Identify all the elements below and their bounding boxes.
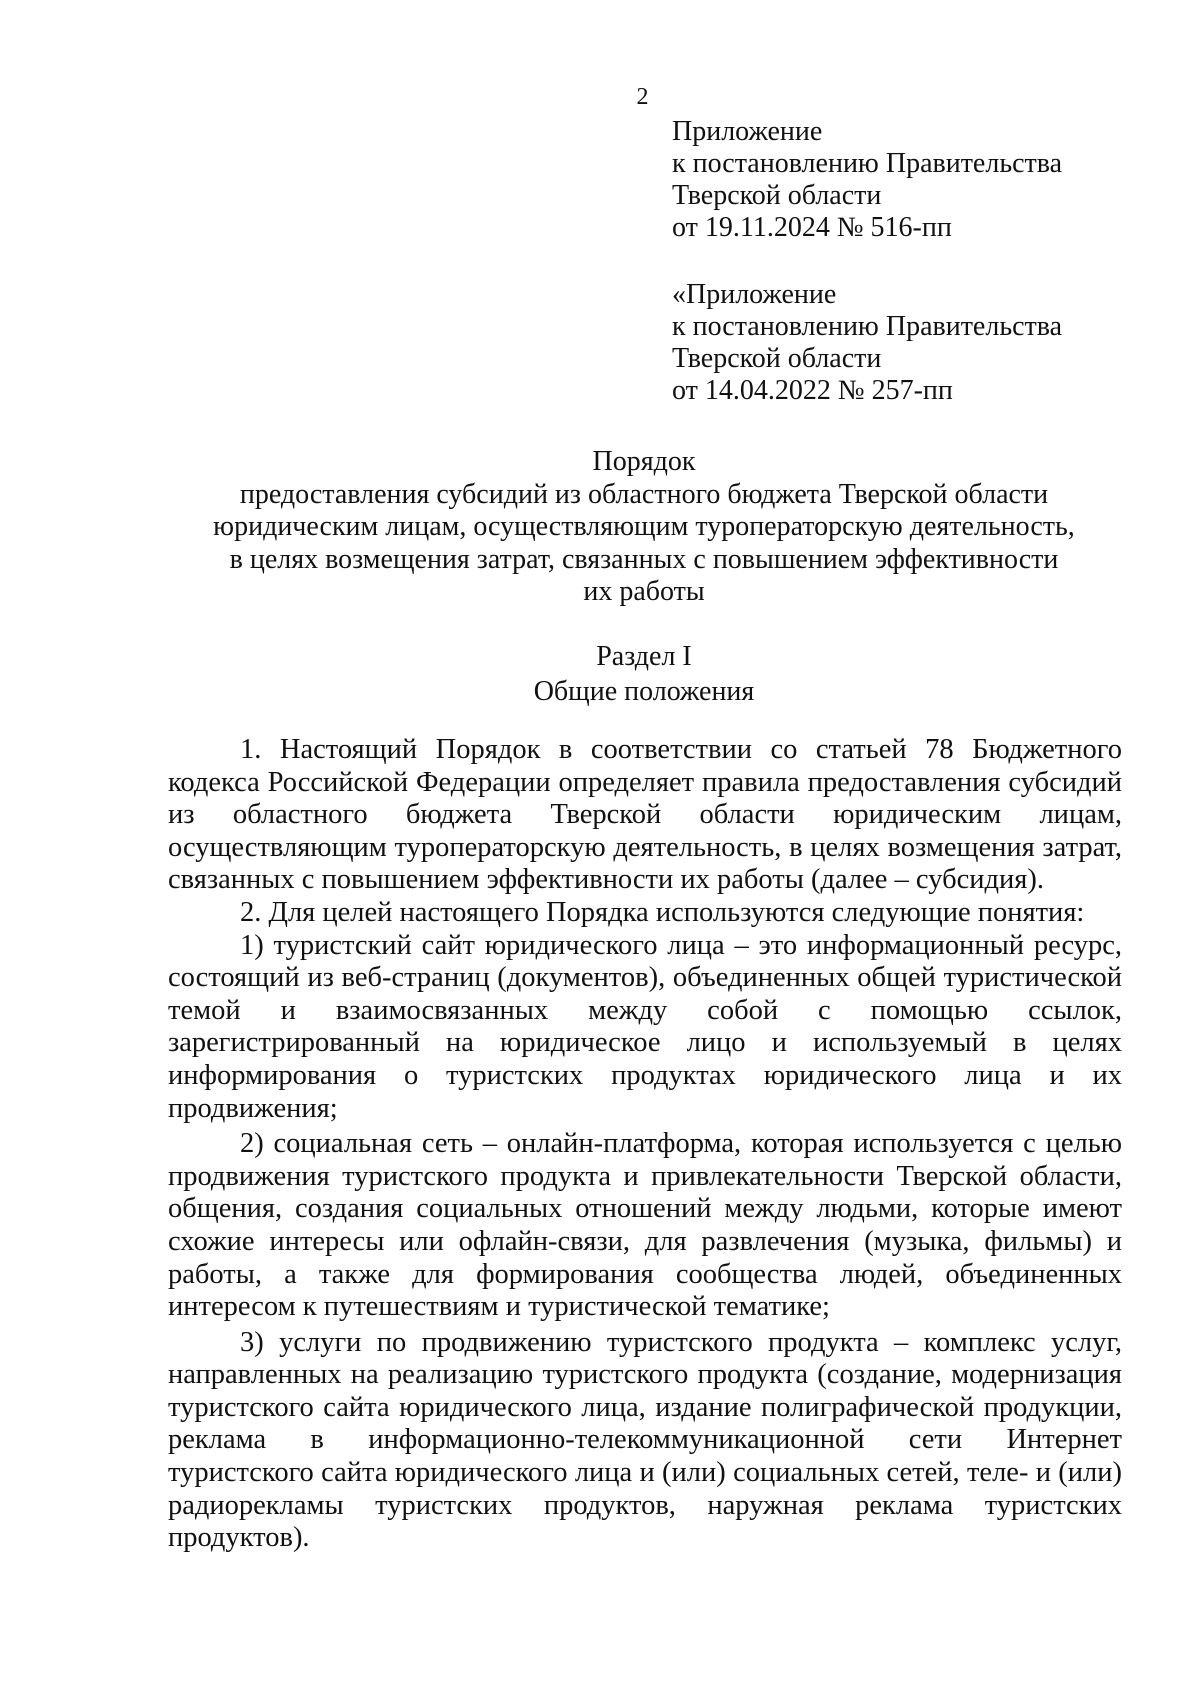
paragraph: 2) социальная сеть – онлайн-платформа, которая используется с целью продвижения туристского продукта и привлекательности Тверской области, общения, создания социальных отношений между людьми, которые имеют схожие интересы или офлайн-связи, для развлечения (музыка, фильмы) и работы, а также для формирования сообщества людей, объединенных интересом к путешествиям и туристической тематике; [168, 1128, 1122, 1323]
paragraph: 1. Настоящий Порядок в соответствии со статьей 78 Бюджетного кодекса Российской Федерации определяет правила предоставления субсидий из областного бюджета Тверской области юридическим лицам, осуществляющим туроператорскую деятельность, в целях возмещения затрат, связанных с повышением эффективности их работы (далее – субсидия). [168, 734, 1122, 896]
title-line: предоставления субсидий из областного бюджета Тверской области [239, 478, 1049, 510]
approval-line: Тверской области [672, 180, 882, 211]
page-number: 2 [636, 84, 649, 110]
title-line: их работы [583, 576, 705, 607]
paragraph: 2. Для целей настоящего Порядка используются следующие понятия: [240, 896, 1085, 928]
approval-line: к постановлению Правительства [672, 311, 1063, 342]
title-heading: Порядок [592, 446, 696, 477]
document-title [168, 446, 1120, 609]
title-line: юридическим лицам, осуществляющим туроператорскую деятельность, [213, 511, 1075, 542]
approval-line: от 14.04.2022 № 257-пп [672, 375, 953, 406]
approval-stamp-current [672, 116, 1112, 244]
approval-line: Приложение [672, 116, 823, 147]
approval-line: к постановлению Правительства [672, 148, 1063, 179]
title-line: в целях возмещения затрат, связанных с повышением эффективности [229, 543, 1059, 575]
approval-stamp-previous [672, 279, 1112, 407]
approval-line: от 19.11.2024 № 516-пп [672, 212, 952, 243]
approval-line: «Приложение [672, 279, 837, 310]
approval-line: Тверской области [672, 343, 882, 374]
paragraph: 3) услуги по продвижению туристского продукта – комплекс услуг, направленных на реализацию туристского продукта (создание, модернизация туристского сайта юридического лица, издание полиграфической продукции, реклама в информационно-телекоммуникационной сети Интернет туристского сайта юридического лица и (или) социальных сетей, теле- и (или) радиорекламы туристских продуктов, наружная реклама туристских продуктов). [168, 1326, 1122, 1554]
section-name: Общие положения [533, 676, 755, 707]
document-body [168, 734, 1122, 1555]
section-number: Раздел I [596, 641, 692, 672]
paragraph: 1) туристский сайт юридического лица – это информационный ресурс, состоящий из веб-страниц (документов), объединенных общей туристической темой и взаимосвязанных между собой с помощью ссылок, зарегистрированный на юридическое лицо и используемый в целях информирования о туристских продуктах юридического лица и их продвижения; [168, 929, 1122, 1124]
section-heading [168, 639, 1120, 709]
